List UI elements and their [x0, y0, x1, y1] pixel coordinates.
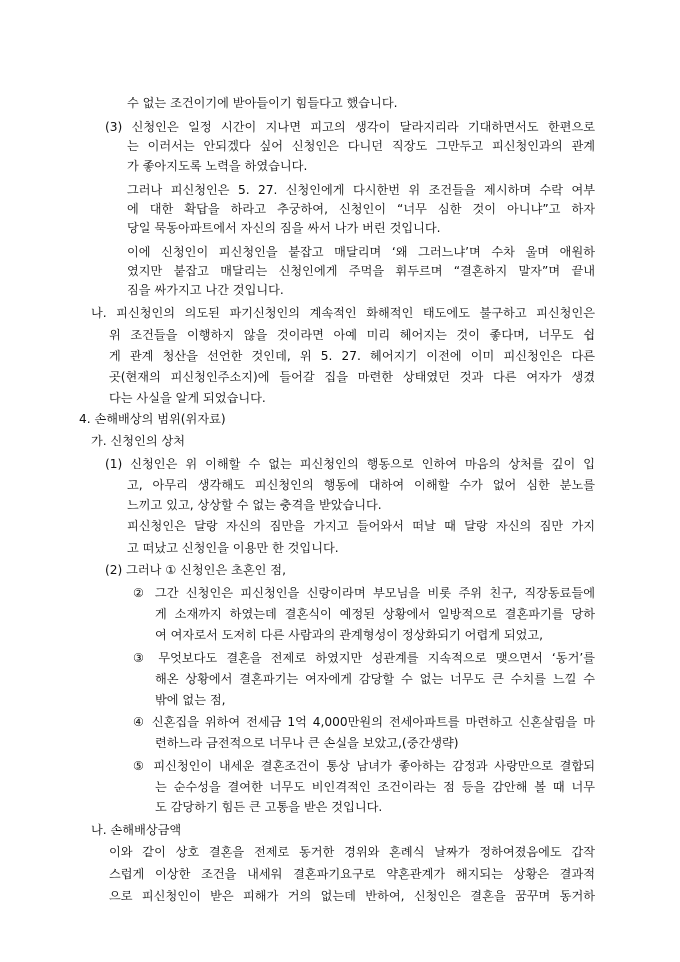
text-line: 고, 아무리 생각해도 피신청인의 행동에 대하여 이해할 수가 없어 심한 분노를: [127, 478, 595, 492]
text-line: 는 순수성을 결여한 너무도 비인격적인 조건이라는 점 등을 감안해 볼 때 너무: [155, 780, 595, 794]
text-line: 피신청인은 달랑 자신의 짐만을 가지고 들어와서 떠날 때 달랑 자신의 짐만 가지: [127, 519, 595, 533]
subsection-heading: 나. 손해배상금액: [91, 823, 182, 837]
text-line: 밖에 없는 점,: [155, 693, 226, 707]
text-line: 였지만 붙잡고 매달리는 신청인에게 주먹을 휘두르며 “결혼하지 말자”며 끝내: [127, 264, 595, 278]
section-heading: 4. 손해배상의 범위(위자료): [79, 412, 226, 426]
text-line: 그러나 피신청인은 5. 27. 신청인에게 다시한번 위 조건들을 제시하며 수락 여부: [127, 183, 595, 197]
text-line: 당일 묵동아파트에서 자신의 짐을 싸서 나가 버린 것입니다.: [127, 221, 441, 235]
text-line: 는 이러서는 안되겠다 싶어 신청인은 다니던 직장도 그만두고 피신청인과의 관계: [127, 139, 595, 153]
text-line: ② 그간 신청인은 피신청인을 신랑이라며 부모님을 비롯 주위 친구, 직장동료들에: [133, 586, 595, 600]
text-line: 이와 같이 상호 결혼을 전제로 동거한 경위와 혼례식 날짜가 정하여졌음에도 갑작: [109, 845, 595, 859]
text-line: (3) 신청인은 일정 시간이 지나면 피고의 생각이 달라지리라 기대하면서도 한편으로: [105, 120, 595, 134]
text-line: 여 여자로서 도저히 다른 사람과의 관계형성이 정상화되기 어렵게 되었고,: [155, 628, 544, 642]
text-line: 짐을 싸가지고 나간 것입니다.: [127, 283, 284, 297]
text-line: ③ 무엇보다도 결혼을 전제로 하였지만 성관계를 지속적으로 맺으면서 ‘동거’를: [133, 651, 595, 665]
text-line: 나. 피신청인의 의도된 파기신청인의 계속적인 화해적인 태도에도 불구하고 피신청인은: [91, 306, 595, 320]
text-line: 스럽게 이상한 조건을 내세워 결혼파기요구로 약혼관계가 해지되는 상황은 결과적: [109, 867, 595, 881]
text-line: 이에 신청인이 피신청인을 붙잡고 매달리며 ‘왜 그러느냐’며 수차 울며 애원하: [127, 245, 595, 259]
text-line: 련하느라 금전적으로 너무나 큰 손실을 보았고,(중간생략): [155, 736, 459, 750]
text-line: 곳(현재의 피신청인주소지)에 들어갈 집을 마련한 상태였던 것과 다른 여자가 생겼: [109, 370, 595, 384]
text-line: 으로 피신청인이 받은 피해가 거의 없는데 반하여, 신청인은 결혼을 꿈꾸며 동거하: [109, 889, 595, 903]
text-line: 에 대한 확답을 하라고 추궁하여, 신청인이 “너무 심한 것이 아니냐”고 하자: [127, 202, 595, 216]
text-line: 게 관계 청산을 선언한 것인데, 위 5. 27. 헤어지기 이전에 이미 피신청인은 다른: [109, 349, 595, 363]
text-line: ④ 신혼집을 위하여 전세금 1억 4,000만원의 전세아파트를 마련하고 신혼살림을 마: [133, 715, 595, 729]
text-line: 도 감당하기 힘든 큰 고통을 받은 것입니다.: [155, 800, 383, 814]
text-line: 게 소재까지 하였는데 결혼식이 예정된 상황에서 일방적으로 결혼파기를 당하: [155, 607, 595, 621]
text-line: 위 조건들을 이행하지 않을 것이라면 아예 미리 헤어지는 것이 좋다며, 너무도 쉽: [109, 328, 595, 342]
text-line: 고 떠났고 신청인을 이용만 한 것입니다.: [127, 541, 339, 555]
text-line: (2) 그러나 ① 신청인은 초혼인 점,: [105, 563, 286, 577]
text-line: 느끼고 있고, 상상할 수 없는 충격을 받았습니다.: [127, 498, 382, 512]
text-line: (1) 신청인은 위 이해할 수 없는 피신청인의 행동으로 인하여 마음의 상처를 깊이 입: [105, 457, 595, 471]
text-line: 수 없는 조건이기에 받아들이기 힘들다고 했습니다.: [127, 96, 398, 110]
text-line: ⑤ 피신청인이 내세운 결혼조건이 통상 남녀가 좋아하는 감정과 사랑만으로 결합되: [133, 759, 595, 773]
text-line: 해온 상황에서 결혼파기는 여자에게 감당할 수 없는 너무도 큰 수치를 느낄 수: [155, 672, 595, 686]
subsection-heading: 가. 신청인의 상처: [91, 434, 186, 448]
text-line: 가 좋아지도록 노력을 하였습니다.: [127, 159, 308, 173]
text-line: 다는 사실을 알게 되었습니다.: [109, 391, 266, 405]
